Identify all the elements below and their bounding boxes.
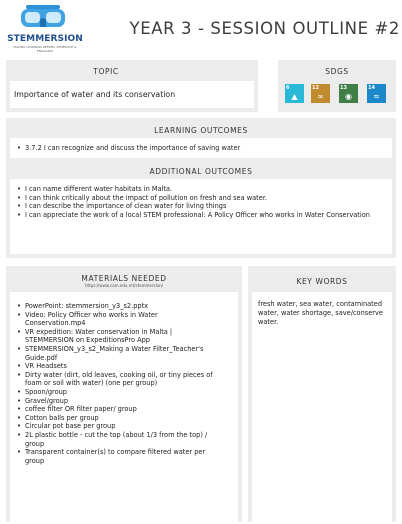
materials-list <box>16 302 216 465</box>
additional-outcome-item: • I can think critically about the impact of pollution on fresh and sea water. <box>16 194 384 203</box>
sdg-tiles <box>283 80 393 108</box>
additional-outcomes-box <box>10 179 392 254</box>
life-below-water-icon: ≈ <box>373 92 380 101</box>
additional-outcome-item: • I can name different water habitats in Malta. <box>16 185 384 194</box>
sdg-tile <box>339 84 358 103</box>
sdg-tile <box>367 84 386 103</box>
material-item: • coffee filter OR filter paper/ group <box>16 405 216 414</box>
material-item: • Cotton balls per group <box>16 414 216 423</box>
sdg-number: 12 <box>312 85 319 91</box>
material-item: • Gravel/group <box>16 397 216 406</box>
learning-outcomes-box <box>10 138 392 158</box>
material-item: • VR expedition: Water conservation in Malta | STEMMERSION on ExpeditionsPro App <box>16 328 216 345</box>
sdg-tile <box>311 84 330 103</box>
page-title: YEAR 3 - SESSION OUTLINE #2 <box>129 19 400 38</box>
stemmersion-logo <box>4 4 82 54</box>
vr-headset-icon <box>20 4 66 30</box>
material-item: • Circular pot base per group <box>16 422 216 431</box>
topic-heading: TOPIC <box>93 67 119 76</box>
topic-box <box>10 81 254 108</box>
sdg-number: 6 <box>286 85 290 91</box>
material-item: • Dirty water (dirt, old leaves, cooking oil, or tiny pieces of foam or soil with water) (one per group) <box>16 371 216 388</box>
page-header <box>0 0 402 56</box>
keywords-box <box>252 292 392 522</box>
clean-water-icon: ▲ <box>291 92 298 101</box>
learning-outcome-item: • 3.7.2 I can recognize and discuss the importance of saving water <box>16 144 386 153</box>
learning-outcomes-list <box>16 144 386 153</box>
sdg-tile <box>285 84 304 103</box>
materials-heading: MATERIALS NEEDED <box>81 274 167 283</box>
material-item: • PowerPoint: stemmersion_y3_s2.pptx <box>16 302 216 311</box>
additional-outcomes-heading: ADDITIONAL OUTCOMES <box>149 167 253 176</box>
materials-box <box>10 292 238 522</box>
sdg-number: 14 <box>368 85 375 91</box>
logo-tagline: MAKING LEARNING DEEPER, IMMERSIVE & ENGAGING <box>13 45 77 53</box>
material-item: • VR Headsets <box>16 362 216 371</box>
learning-outcomes-heading: LEARNING OUTCOMES <box>154 126 248 135</box>
additional-outcomes-list <box>16 185 384 219</box>
sdgs-panel <box>278 60 396 112</box>
topic-panel <box>6 60 258 112</box>
material-item: • Spoon/group <box>16 388 216 397</box>
materials-link[interactable]: https://www.cam.edu.mt/stemmersion/ <box>84 283 164 288</box>
additional-outcome-item: • I can describe the importance of clean water for living things <box>16 202 384 211</box>
outcomes-panel <box>6 118 396 258</box>
keywords-text: fresh water, sea water, contaminated water, water shortage, save/conserve water. <box>258 300 383 327</box>
sdg-number: 13 <box>340 85 347 91</box>
sdgs-heading: SDGS <box>325 67 349 76</box>
climate-action-icon: ◉ <box>345 92 352 101</box>
topic-text: Importance of water and its conservation <box>14 90 176 99</box>
additional-outcome-item: • I can appreciate the work of a local STEM professional: A Policy Officer who works in Water Conservation <box>16 211 384 220</box>
keywords-panel <box>248 266 396 522</box>
logo-wordmark: STEMMERSION <box>7 34 83 44</box>
material-item: • Video: Policy Officer who works in Water Conservation.mp4 <box>16 311 216 328</box>
material-item: • 2L plastic bottle - cut the top (about 1/3 from the top) / group <box>16 431 216 448</box>
responsible-consumption-icon: ∞ <box>317 92 324 101</box>
material-item: • STEMMERSION_y3_s2_Making a Water Filter_Teacher's Guide.pdf <box>16 345 216 362</box>
materials-panel <box>6 266 242 522</box>
material-item: • Transparent container(s) to compare filtered water per group <box>16 448 216 465</box>
keywords-heading: KEY WORDS <box>296 277 348 286</box>
